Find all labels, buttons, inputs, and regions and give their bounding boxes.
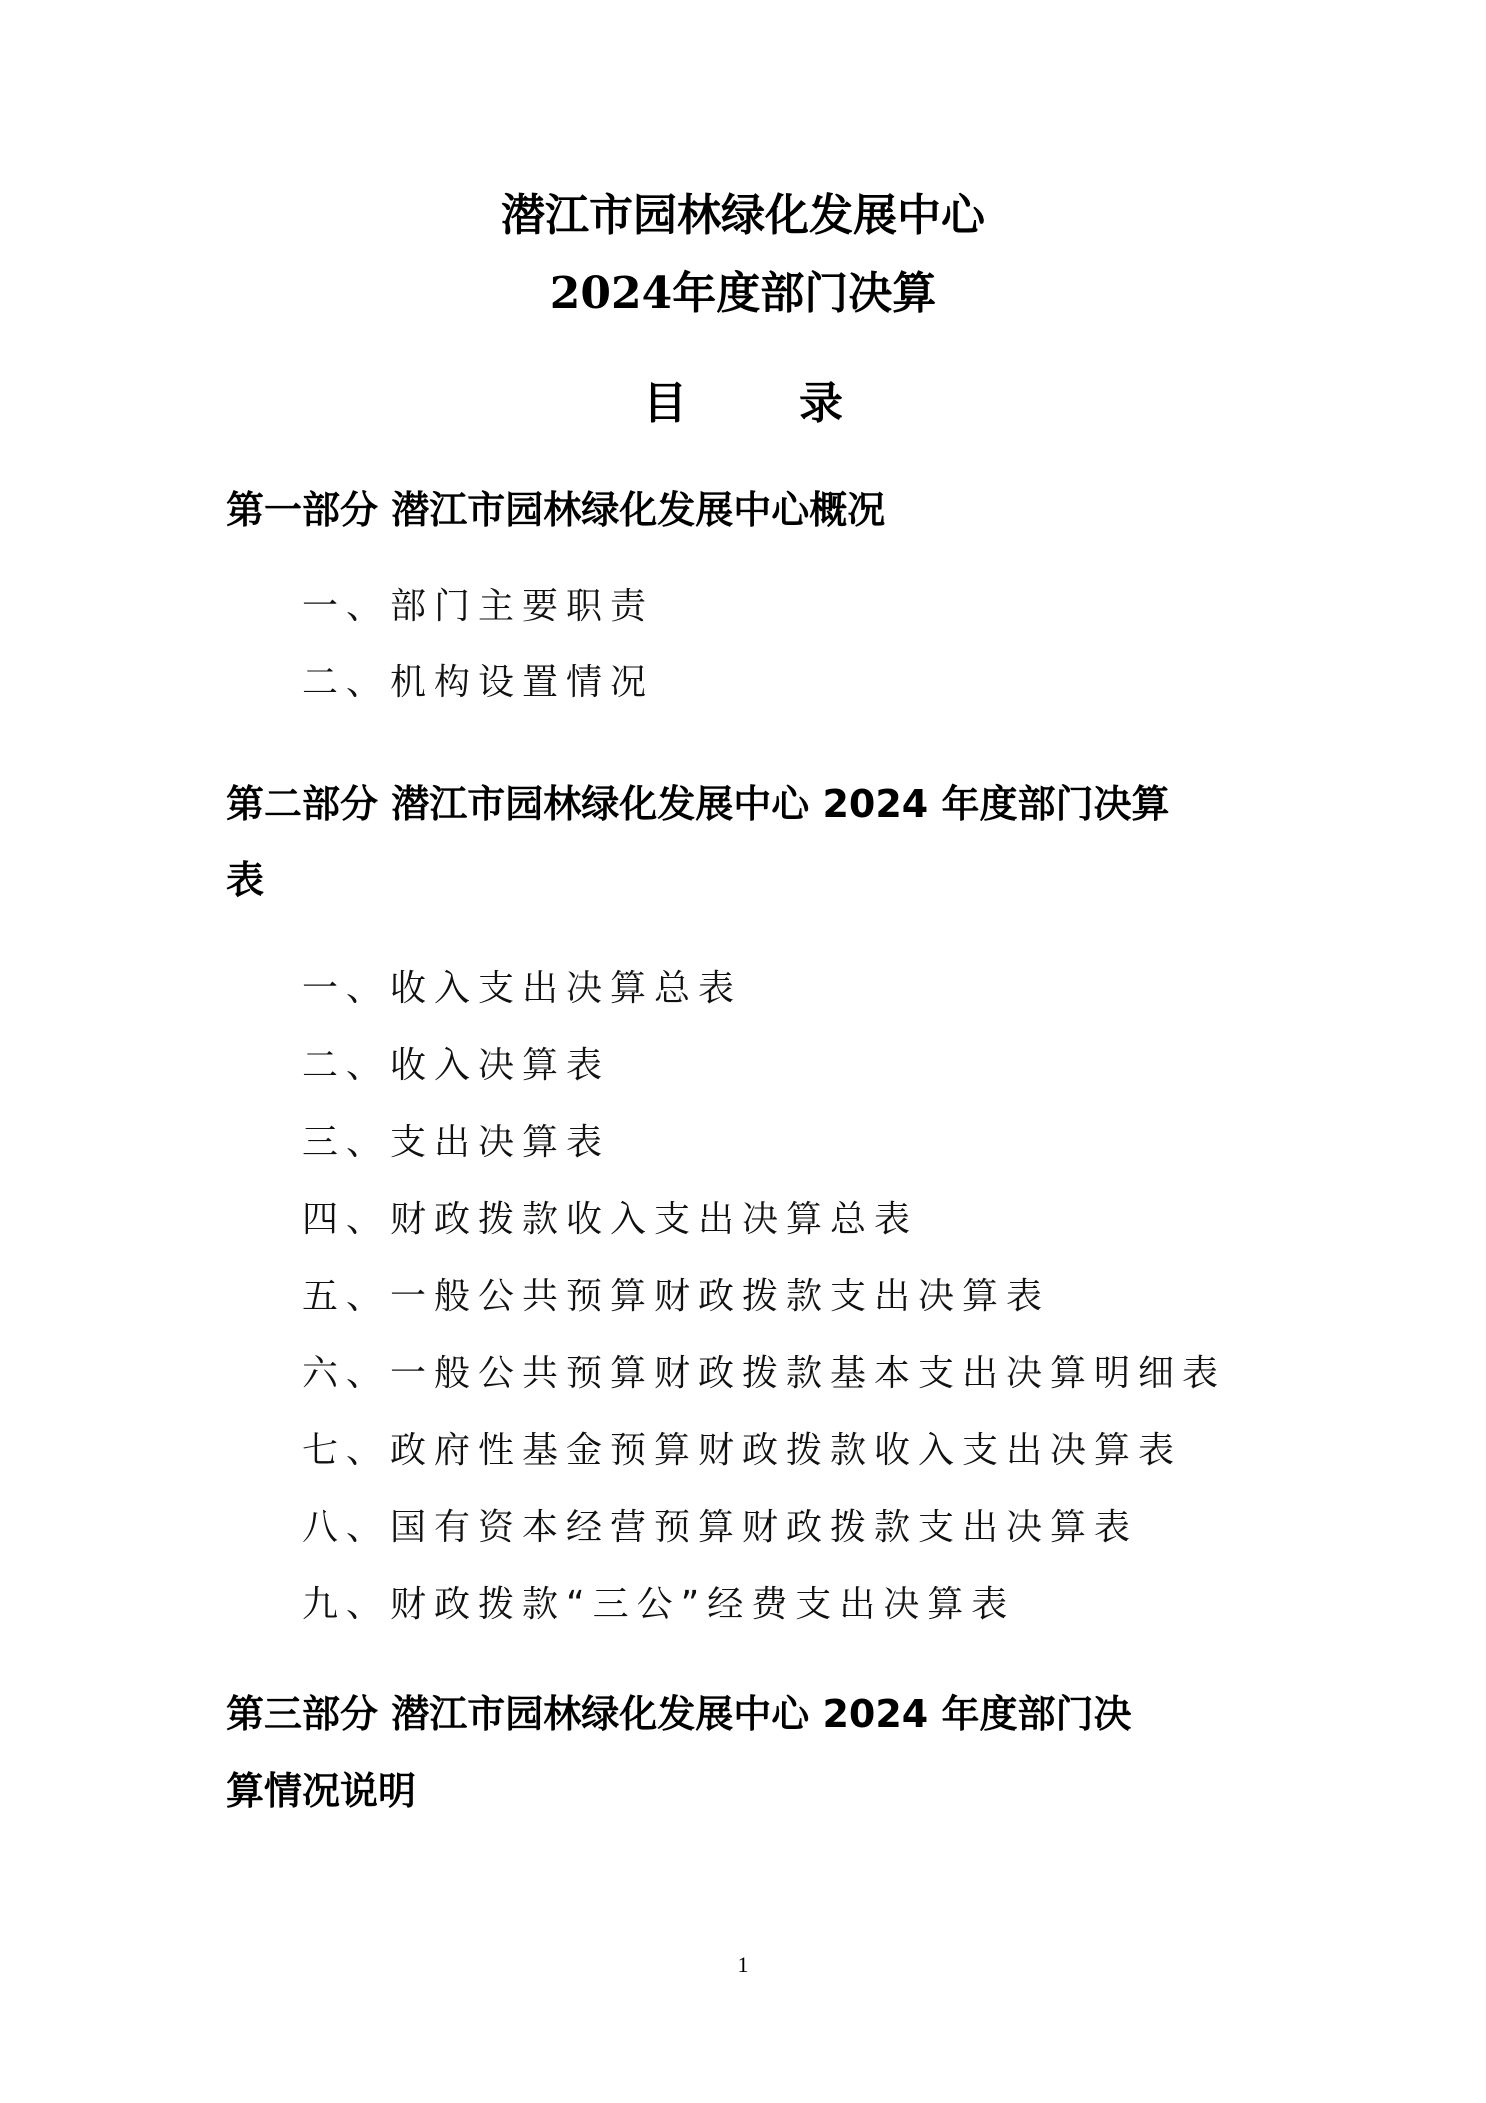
part-2-item-3: 三、支出决算表 [302,1122,611,1163]
part-2-heading-line2: 表 [226,858,265,902]
toc-heading-char2: 录 [799,378,843,429]
toc-heading-char1: 目 [643,378,687,429]
part-2-item-7: 七、政府性基金预算财政拨款收入支出决算表 [302,1430,1183,1471]
part-1-heading: 第一部分 潜江市园林绿化发展中心概况 [226,488,886,532]
part-2-item-1: 一、收入支出决算总表 [302,968,743,1009]
part-2-item-2: 二、收入决算表 [302,1045,611,1086]
toc-heading [0,376,1486,432]
part-1-item-1: 一、部门主要职责 [302,586,655,627]
part-2-item-6: 六、一般公共预算财政拨款基本支出决算明细表 [302,1353,1227,1394]
page-number: 1 [737,1952,749,1977]
part-1-item-2: 二、机构设置情况 [302,662,655,703]
part-2-heading-line1: 第二部分 潜江市园林绿化发展中心 2024 年度部门决算 [226,782,1170,826]
part-2-item-8: 八、国有资本经营预算财政拨款支出决算表 [302,1507,1139,1548]
part-3-heading-line1: 第三部分 潜江市园林绿化发展中心 2024 年度部门决 [226,1692,1132,1736]
part-2-item-5: 五、一般公共预算财政拨款支出决算表 [302,1276,1051,1317]
part-2-item-4: 四、财政拨款收入支出决算总表 [302,1199,919,1240]
part-2-item-9: 九、财政拨款“三公”经费支出决算表 [302,1584,1016,1625]
document-title-line1: 潜江市园林绿化发展中心 [501,190,985,241]
document-title-line2: 2024年度部门决算 [549,268,937,319]
part-3-heading-line2: 算情况说明 [226,1769,417,1813]
